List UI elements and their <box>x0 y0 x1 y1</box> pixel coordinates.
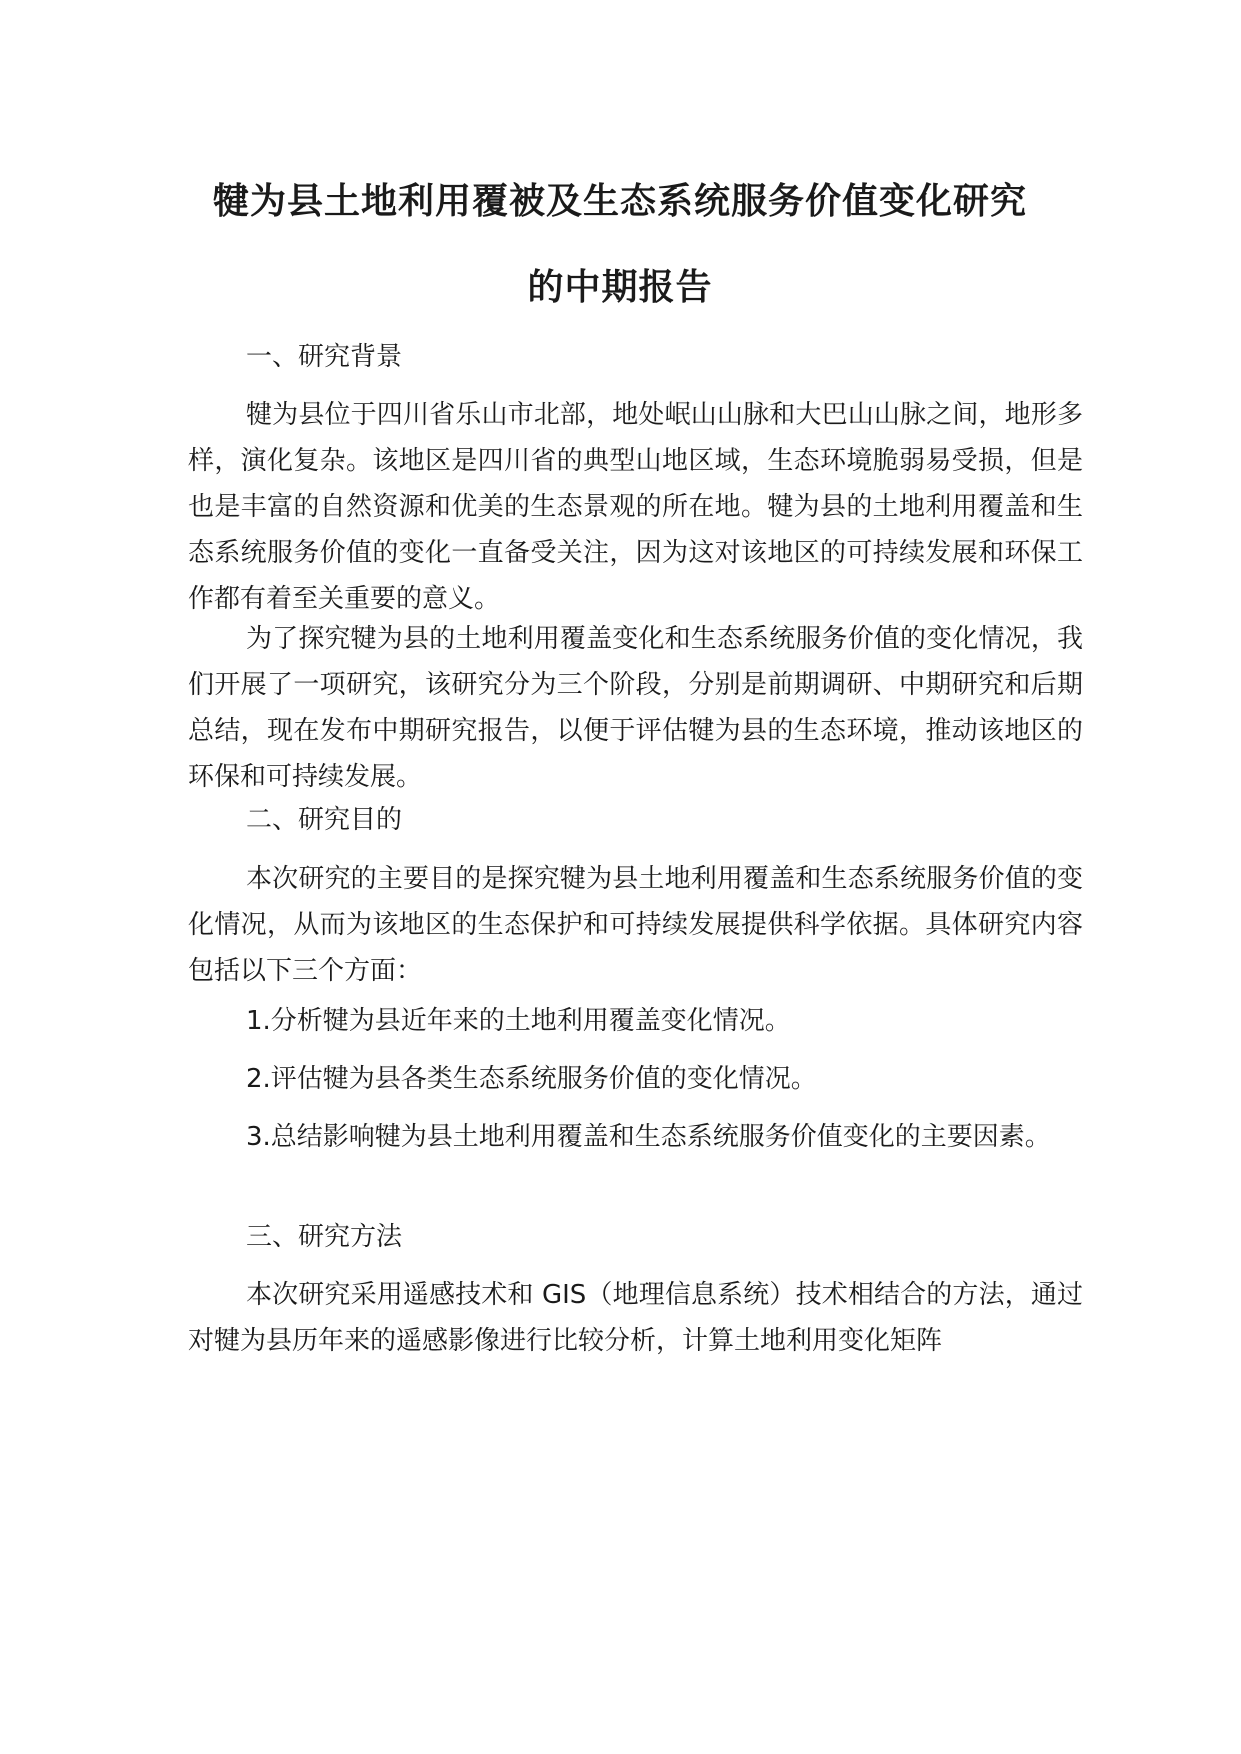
section-heading-method: 三、研究方法 <box>246 1222 403 1252</box>
section-heading-background: 一、研究背景 <box>246 342 403 372</box>
paragraph-method: 本次研究采用遥感技术和 GIS（地理信息系统）技术相结合的方法，通过对犍为县历年来的遥感影像进行比较分析，计算土地利用变化矩阵 <box>188 1280 1083 1356</box>
section-heading-purpose: 二、研究目的 <box>246 805 403 835</box>
list-item-3: 3.总结影响犍为县土地利用覆盖和生态系统服务价值变化的主要因素。 <box>246 1122 1051 1152</box>
document-title-line-2: 的中期报告 <box>527 267 713 308</box>
paragraph-background: 犍为县位于四川省乐山市北部，地处岷山山脉和大巴山山脉之间，地形多样，演化复杂。该地区是四川省的典型山地区域，生态环境脆弱易受损，但是也是丰富的自然资源和优美的生态景观的所在地。犍为县的土地利用覆盖和生态系统服务价值的变化一直备受关注，因为这对该地区的可持续发展和环保工作都有着至关重要的意义。 <box>188 400 1083 614</box>
paragraph-purpose: 本次研究的主要目的是探究犍为县土地利用覆盖和生态系统服务价值的变化情况，从而为该地区的生态保护和可持续发展提供科学依据。具体研究内容包括以下三个方面： <box>188 864 1083 986</box>
paragraph-research-stages: 为了探究犍为县的土地利用覆盖变化和生态系统服务价值的变化情况，我们开展了一项研究，该研究分为三个阶段，分别是前期调研、中期研究和后期总结，现在发布中期研究报告，以便于评估犍为县的生态环境，推动该地区的环保和可持续发展。 <box>188 624 1083 792</box>
list-item-2: 2.评估犍为县各类生态系统服务价值的变化情况。 <box>246 1064 817 1094</box>
document-title-line-1: 犍为县土地利用覆被及生态系统服务价值变化研究 <box>212 181 1027 222</box>
list-item-1: 1.分析犍为县近年来的土地利用覆盖变化情况。 <box>246 1006 791 1036</box>
